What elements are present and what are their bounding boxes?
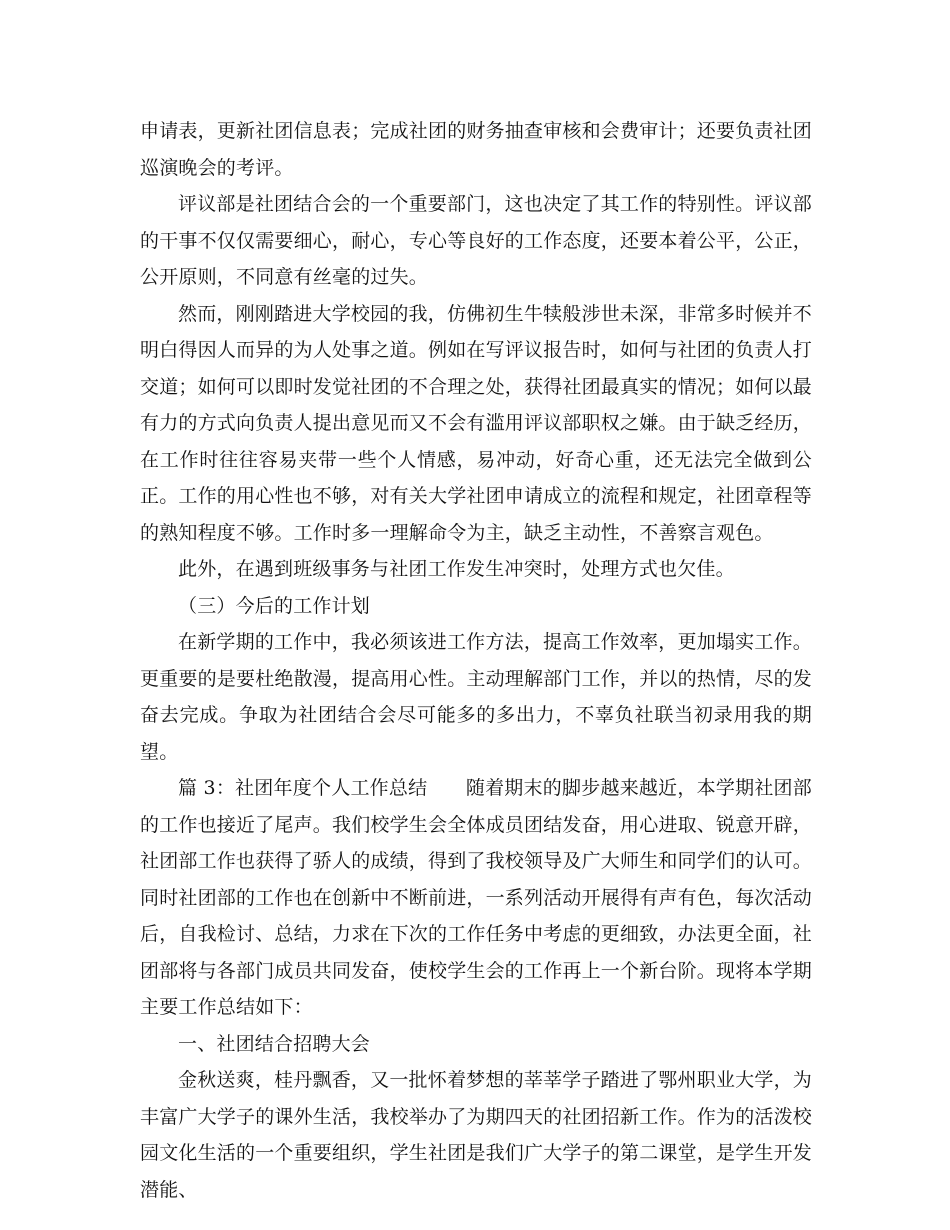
section-heading-recruitment: 一、社团结合招聘大会	[178, 1032, 371, 1055]
document-page	[140, 113, 812, 1208]
paragraph-part3-intro: 篇 3：社团年度个人工作总结 随着期末的脚步越来越近，本学期社团部的工作也接近了尾声。我们校学生会全体成员团结发奋，用心进取、锐意开辟，社团部工作也获得了骄人的成绩，得到了我校领导及广大师生和同学们的认可。同时社团部的工作也在创新中不断前进，一系列活动开展得有声有色，每次活动后，自我检讨、总结，力求在下次的工作任务中考虑的更细致，办法更全面，社团部将与各部门成员共同发奋，使校学生会的工作再上一个新台阶。现将本学期主要工作总结如下：	[140, 777, 813, 1018]
paragraph-shortcomings: 然而，刚刚踏进大学校园的我，仿佛初生牛犊般涉世未深，非常多时候并不明白得因人而异的为人处事之道。例如在写评议报告时，如何与社团的负责人打交道；如何可以即时发觉社团的不合理之处，获得社团最真实的情况；如何以最有力的方式向负责人提出意见而又不会有滥用评议部职权之嫌。由于缺乏经历，在工作时往往容易夹带一些个人情感，易冲动，好奇心重，还无法完全做到公正。工作的用心性也不够，对有关大学社团申请成立的流程和规定，社团章程等的熟知程度不够。工作时多一理解命令为主，缺乏主动性，不善察言观色。	[140, 302, 813, 544]
paragraph-conflict: 此外，在遇到班级事务与社团工作发生冲突时，处理方式也欠佳。	[178, 558, 735, 580]
paragraph-review-department: 评议部是社团结合会的一个重要部门，这也决定了其工作的特别性。评议部的干事不仅仅需要细心，耐心，专心等良好的工作态度，还要本着公平，公正，公开原则，不同意有丝毫的过失。	[140, 193, 813, 288]
paragraph-plan: 在新学期的工作中，我必须该进工作方法，提高工作效率，更加塌实工作。更重要的是要杜绝散漫，提高用心性。主动理解部门工作，并以的热情，尽的发奋去完成。争取为社团结合会尽可能多的多出力，不辜负社联当初录用我的期望。	[140, 631, 813, 763]
paragraph-recruitment: 金秋送爽，桂丹飘香，又一批怀着梦想的莘莘学子踏进了鄂州职业大学，为丰富广大学子的课外生活，我校举办了为期四天的社团招新工作。作为的活泼校园文化生活的一个重要组织，学生社团是我们广大学子的第二课堂，是学生开发潜能、	[140, 1069, 813, 1201]
section-heading-future-plan: （三）今后的工作计划	[178, 594, 371, 617]
paragraph-continuation: 申请表，更新社团信息表；完成社团的财务抽查审核和会费审计；还要负责社团巡演晚会的考评。	[140, 120, 813, 179]
